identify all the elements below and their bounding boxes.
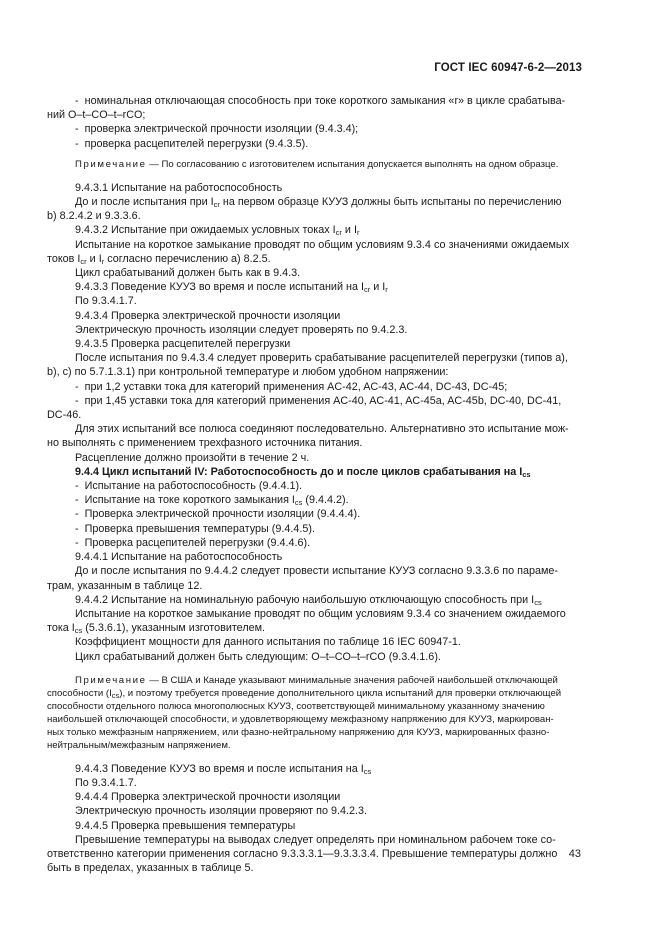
list-item: - Проверка превышения температуры (9.4.4.5). bbox=[75, 522, 316, 535]
section-heading: 9.4.4.2 Испытание на номинальную рабочую наибольшую отключающую способность при $I_{cs}$ bbox=[75, 593, 542, 607]
text-line: но выполнять с применением трехфазного источника питания. bbox=[47, 437, 363, 450]
page-number: 43 bbox=[568, 848, 581, 860]
text-line: b), с) по 5.7.1.3.1) при контрольной температуре и любом удобном напряжении: bbox=[47, 366, 449, 379]
note-line: нейтральным/межфазным напряжением. bbox=[47, 739, 231, 751]
text-line: ний O–t–CO–t–rCO; bbox=[47, 109, 146, 122]
note-line: способности $(I_{cs})$, и поэтому требуется проведение дополнительного цикла испытаний для проверки отключающей bbox=[47, 687, 562, 700]
paragraph: Коэффициент мощности для данного испытания по таблице 16 IEC 60947-1. bbox=[75, 636, 461, 649]
section-heading: 9.4.4 Цикл испытаний IV: Работоспособность до и после циклов срабатывания на $I_{cs}$ bbox=[75, 465, 531, 479]
list-item: - Проверка расцепителей перегрузки (9.4.4.6). bbox=[75, 536, 311, 549]
section-heading: 9.4.3.5 Проверка расцепителей перегрузки bbox=[75, 338, 291, 351]
list-item: - номинальная отключающая способность при токе короткого замыкания «r» в цикле срабатыва- bbox=[75, 95, 566, 107]
section-heading: 9.4.4.1 Испытание на работоспособность bbox=[75, 551, 283, 564]
paragraph: Электрическую прочность изоляции следует проверять по 9.4.2.3. bbox=[75, 323, 408, 336]
section-heading: 9.4.4.3 Поведение КУУЗ во время и после испытания на $I_{cs}$ bbox=[75, 762, 372, 776]
paragraph: Превышение температуры на выводах следует определять при номинальном рабочем токе со- bbox=[75, 833, 556, 846]
text-line: токов $I_{cr}$ и $I_r$ согласно перечислению а) 8.2.5. bbox=[47, 252, 271, 266]
section-heading: 9.4.4.5 Проверка превышения температуры bbox=[75, 819, 296, 832]
text-line: трам, указанным в таблице 12. bbox=[47, 579, 203, 592]
list-item: - Проверка электрической прочности изоляции (9.4.4.4). bbox=[75, 508, 361, 521]
note-line: наибольшей отключающей способности, и удовлетворяющему межфазному напряжению для КУУЗ, маркирован- bbox=[47, 713, 554, 725]
section-heading: 9.4.4.4 Проверка электрической прочности изоляции bbox=[75, 791, 341, 804]
paragraph: После испытания по 9.4.3.4 следует проверить срабатывание расцепителей перегрузки (типов а), bbox=[75, 352, 568, 365]
paragraph: По 9.3.4.1.7. bbox=[75, 295, 137, 308]
note: Примечание — По согласованию с изготовителем испытания допускается выполнять на одном образце. bbox=[75, 158, 559, 170]
note: Примечание — В США и Канаде указывают минимальные значения рабочей наибольшей отключающей bbox=[75, 674, 558, 686]
paragraph: До и после испытания при $I_{cr}$ на первом образце КУУЗ должны быть испытаны по перечислению bbox=[75, 196, 562, 210]
section-heading: 9.4.3.3 Поведение КУУЗ во время и после испытаний на $I_{cr}$ и $I_r$ bbox=[75, 281, 388, 295]
paragraph: Электрическую прочность изоляции проверяют по 9.4.2.3. bbox=[75, 805, 367, 818]
paragraph: По 9.3.4.1.7. bbox=[75, 776, 137, 789]
list-item: - при 1,2 уставки тока для категорий применения AC-42, AC-43, AC-44, DC-43, DC-45; bbox=[75, 380, 508, 393]
paragraph: Цикл срабатываний должен быть как в 9.4.3. bbox=[75, 267, 301, 280]
text-line: DC-46. bbox=[47, 409, 82, 422]
paragraph: Для этих испытаний все полюса соединяют последовательно. Альтернативно это испытание мож- bbox=[75, 423, 569, 436]
list-item: - Испытание на токе короткого замыкания $I_{cs}$ (9.4.4.2). bbox=[75, 494, 349, 508]
section-heading: 9.4.3.1 Испытание на работоспособность bbox=[75, 181, 283, 194]
standard-header: ГОСТ IEC 60947-6-2—2013 bbox=[434, 62, 582, 74]
text-line: b) 8.2.4.2 и 9.3.3.6. bbox=[47, 210, 141, 223]
text-line: ответственно категории применения согласно 9.3.3.3.1—9.3.3.3.4. Превышение температуры должно bbox=[47, 847, 558, 860]
paragraph: Испытание на короткое замыкание проводят по общим условиям 9.3.4 со значением ожидаемого bbox=[75, 607, 566, 620]
note-line: ных только межфазным напряжением, или фазно-нейтральному напряжению для КУУЗ, маркированных фазно- bbox=[47, 726, 550, 738]
paragraph: Расцепление должно произойти в течение 2 ч. bbox=[75, 451, 310, 464]
paragraph: Испытание на короткое замыкание проводят по общим условиям 9.3.4 со значениями ожидаемых bbox=[75, 238, 570, 251]
note-line: способности отдельного полюса многополюсных КУУЗ, соответствующей минимальному указанному значению bbox=[47, 700, 545, 712]
paragraph: До и после испытания по 9.4.4.2 следует провести испытание КУУЗ согласно 9.3.3.6 по параме- bbox=[75, 565, 559, 578]
list-item: - Испытание на работоспособность (9.4.4.1). bbox=[75, 480, 303, 493]
list-item: - проверка электрической прочности изоляции (9.4.3.4); bbox=[75, 123, 359, 136]
list-item: - проверка расцепителей перегрузки (9.4.3.5). bbox=[75, 137, 309, 150]
text-line: быть в пределах, указанных в таблице 5. bbox=[47, 862, 254, 875]
list-item: - при 1,45 уставки тока для категорий применения AC-40, AC-41, AC-45a, AC-45b, DC-40, DC-41, bbox=[75, 394, 562, 407]
text-line: тока $I_{cs}$ (5.3.6.1), указанным изготовителем. bbox=[47, 622, 266, 636]
document-body bbox=[47, 94, 581, 875]
section-heading: 9.4.3.4 Проверка электрической прочности изоляции bbox=[75, 309, 341, 322]
paragraph: Цикл срабатываний должен быть следующим: O–t–CO–t–rCO (9.3.4.1.6). bbox=[75, 650, 441, 663]
section-heading: 9.4.3.2 Испытание при ожидаемых условных токах $I_{cr}$ и $I_r$ bbox=[75, 224, 360, 238]
